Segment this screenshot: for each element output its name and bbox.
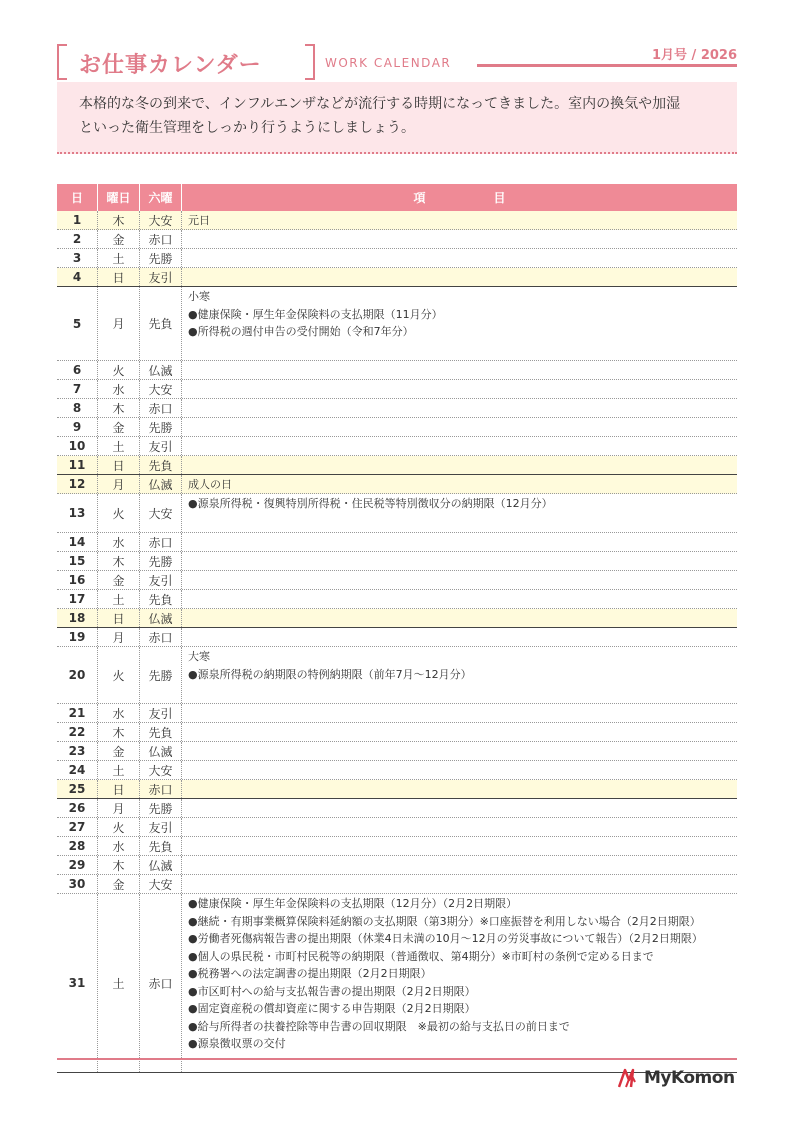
rokuyo: 仏滅 <box>140 856 182 874</box>
day-number: 8 <box>57 399 98 417</box>
rokuyo: 先勝 <box>140 249 182 267</box>
table-header <box>57 184 737 211</box>
issue-label: 1月号 / 2026 <box>651 48 737 63</box>
day-number: 14 <box>57 533 98 551</box>
rokuyo: 先勝 <box>140 552 182 570</box>
weekday: 金 <box>98 571 140 589</box>
table-row <box>57 704 737 723</box>
rokuyo: 赤口 <box>140 399 182 417</box>
day-number: 15 <box>57 552 98 570</box>
header-items: 項 目 <box>413 191 534 205</box>
rokuyo: 赤口 <box>140 894 182 1072</box>
rokuyo: 赤口 <box>140 628 182 646</box>
items-cell <box>182 268 737 286</box>
day-number: 17 <box>57 590 98 608</box>
intro-line: といった衛生管理をしっかり行うようにしましょう。 <box>79 120 415 136</box>
day-number: 5 <box>57 287 98 360</box>
table-row <box>57 609 737 628</box>
day-number: 7 <box>57 380 98 398</box>
rokuyo: 大安 <box>140 875 182 893</box>
rokuyo: 仏滅 <box>140 742 182 760</box>
weekday: 金 <box>98 418 140 436</box>
items-cell <box>182 399 737 417</box>
weekday: 火 <box>98 361 140 379</box>
logo-text: MyKomon <box>644 1068 735 1088</box>
items-cell <box>182 742 737 760</box>
weekday: 月 <box>98 628 140 646</box>
table-row <box>57 723 737 742</box>
rokuyo: 大安 <box>140 211 182 229</box>
weekday: 日 <box>98 609 140 627</box>
day-number: 16 <box>57 571 98 589</box>
weekday: 日 <box>98 456 140 474</box>
rokuyo: 赤口 <box>140 780 182 798</box>
weekday: 水 <box>98 704 140 722</box>
page-title: お仕事カレンダー <box>79 53 262 78</box>
item-text: 小寒 <box>188 290 210 303</box>
items-cell <box>182 418 737 436</box>
table-row <box>57 361 737 380</box>
weekday: 日 <box>98 780 140 798</box>
items-cell <box>182 456 737 474</box>
item-text: ●労働者死傷病報告書の提出期限（休業4日未満の10月～12月の労災事故について報告）（2月2日期限） <box>188 932 703 945</box>
day-number: 21 <box>57 704 98 722</box>
weekday: 月 <box>98 799 140 817</box>
day-number: 4 <box>57 268 98 286</box>
table-row <box>57 894 737 1073</box>
day-number: 30 <box>57 875 98 893</box>
table-row <box>57 571 737 590</box>
table-row <box>57 780 737 799</box>
day-number: 31 <box>57 894 98 1072</box>
rokuyo: 仏滅 <box>140 475 182 493</box>
weekday: 月 <box>98 287 140 360</box>
day-number: 9 <box>57 418 98 436</box>
title-bracket-left <box>57 44 67 80</box>
day-number: 29 <box>57 856 98 874</box>
item-text: ●市区町村への給与支払報告書の提出期限（2月2日期限） <box>188 984 476 998</box>
items-cell <box>182 723 737 741</box>
table-row <box>57 818 737 837</box>
items-cell <box>182 837 737 855</box>
mykomon-logo <box>618 1068 735 1088</box>
header-divider <box>477 64 737 67</box>
items-cell <box>182 287 737 360</box>
intro-box <box>57 82 737 154</box>
rokuyo: 先負 <box>140 723 182 741</box>
table-body <box>57 211 737 1073</box>
day-number: 1 <box>57 211 98 229</box>
weekday: 金 <box>98 742 140 760</box>
day-number: 2 <box>57 230 98 248</box>
day-number: 27 <box>57 818 98 836</box>
item-text: 大寒 <box>188 650 210 663</box>
table-row <box>57 249 737 268</box>
rokuyo: 仏滅 <box>140 361 182 379</box>
intro-line: 本格的な冬の到来で、インフルエンザなどが流行する時期になってきました。室内の換気や加湿 <box>79 96 681 112</box>
table-row <box>57 475 737 494</box>
item-text: ●個人の県民税・市町村民税等の納期限（普通徴収、第4期分）※市町村の条例で定める日まで <box>188 949 654 963</box>
weekday: 日 <box>98 268 140 286</box>
item-text: 成人の日 <box>188 478 232 491</box>
weekday: 金 <box>98 875 140 893</box>
table-row <box>57 856 737 875</box>
weekday: 水 <box>98 533 140 551</box>
day-number: 26 <box>57 799 98 817</box>
day-number: 12 <box>57 475 98 493</box>
item-text: ●源泉徴収票の交付 <box>188 1037 286 1050</box>
weekday: 火 <box>98 647 140 703</box>
day-number: 20 <box>57 647 98 703</box>
table-row <box>57 268 737 287</box>
items-cell <box>182 533 737 551</box>
weekday: 木 <box>98 399 140 417</box>
items-cell <box>182 571 737 589</box>
title-bracket-right <box>305 44 315 80</box>
header-day: 日 <box>57 184 98 211</box>
weekday: 火 <box>98 494 140 532</box>
rokuyo: 先負 <box>140 456 182 474</box>
item-text: ●健康保険・厚生年金保険料の支払期限（11月分） <box>188 307 443 321</box>
items-cell <box>182 761 737 779</box>
table-row <box>57 761 737 780</box>
items-cell <box>182 647 737 703</box>
table-row <box>57 647 737 704</box>
table-row <box>57 590 737 609</box>
weekday: 火 <box>98 818 140 836</box>
rokuyo: 先負 <box>140 837 182 855</box>
item-text: ●固定資産税の償却資産に関する申告期限（2月2日期限） <box>188 1002 476 1015</box>
table-row <box>57 456 737 475</box>
item-text: ●源泉所得税・復興特別所得税・住民税等特別徴収分の納期限（12月分） <box>188 497 553 510</box>
rokuyo: 先負 <box>140 287 182 360</box>
rokuyo: 友引 <box>140 704 182 722</box>
table-row <box>57 418 737 437</box>
header-weekday: 曜日 <box>98 184 140 211</box>
item-text: ●継続・有期事業概算保険料延納額の支払期限（第3期分）※口座振替を利用しない場合（2月2日期限） <box>188 914 701 928</box>
day-number: 24 <box>57 761 98 779</box>
table-row <box>57 799 737 818</box>
weekday: 金 <box>98 230 140 248</box>
items-cell <box>182 380 737 398</box>
item-text: ●税務署への法定調書の提出期限（2月2日期限） <box>188 967 432 980</box>
items-cell <box>182 475 737 493</box>
day-number: 18 <box>57 609 98 627</box>
table-row <box>57 494 737 533</box>
weekday: 土 <box>98 894 140 1072</box>
weekday: 土 <box>98 437 140 455</box>
rokuyo: 友引 <box>140 268 182 286</box>
rokuyo: 先負 <box>140 590 182 608</box>
calendar-table <box>57 184 737 1073</box>
rokuyo: 大安 <box>140 380 182 398</box>
rokuyo: 赤口 <box>140 533 182 551</box>
day-number: 11 <box>57 456 98 474</box>
rokuyo: 大安 <box>140 494 182 532</box>
items-cell <box>182 361 737 379</box>
day-number: 23 <box>57 742 98 760</box>
day-number: 3 <box>57 249 98 267</box>
table-row <box>57 380 737 399</box>
rokuyo: 先勝 <box>140 647 182 703</box>
rokuyo: 大安 <box>140 761 182 779</box>
rokuyo: 先勝 <box>140 418 182 436</box>
item-text: ●源泉所得税の納期限の特例納期限（前年7月～12月分） <box>188 667 472 681</box>
weekday: 土 <box>98 590 140 608</box>
items-cell <box>182 494 737 532</box>
rokuyo: 仏滅 <box>140 609 182 627</box>
day-number: 10 <box>57 437 98 455</box>
day-number: 19 <box>57 628 98 646</box>
items-cell <box>182 856 737 874</box>
rokuyo: 先勝 <box>140 799 182 817</box>
items-cell <box>182 780 737 798</box>
mykomon-logo-icon <box>618 1068 642 1088</box>
day-number: 13 <box>57 494 98 532</box>
items-cell <box>182 799 737 817</box>
rokuyo: 赤口 <box>140 230 182 248</box>
table-row <box>57 287 737 361</box>
weekday: 月 <box>98 475 140 493</box>
items-cell <box>182 875 737 893</box>
weekday: 木 <box>98 723 140 741</box>
table-row <box>57 533 737 552</box>
table-row <box>57 437 737 456</box>
items-cell <box>182 704 737 722</box>
header-rokuyo: 六曜 <box>140 184 182 211</box>
items-cell <box>182 211 737 229</box>
items-cell <box>182 552 737 570</box>
page-header <box>57 44 737 84</box>
weekday: 土 <box>98 761 140 779</box>
day-number: 22 <box>57 723 98 741</box>
rokuyo: 友引 <box>140 571 182 589</box>
page-subtitle: WORK CALENDAR <box>325 56 452 70</box>
items-cell <box>182 249 737 267</box>
weekday: 水 <box>98 837 140 855</box>
footer-divider <box>57 1058 737 1060</box>
day-number: 6 <box>57 361 98 379</box>
item-text: ●給与所得者の扶養控除等申告書の回収期限 ※最初の給与支払日の前日まで <box>188 1019 570 1033</box>
table-row <box>57 399 737 418</box>
weekday: 木 <box>98 856 140 874</box>
items-cell <box>182 437 737 455</box>
table-row <box>57 837 737 856</box>
table-row <box>57 552 737 571</box>
item-text: 元日 <box>188 214 210 227</box>
day-number: 25 <box>57 780 98 798</box>
weekday: 木 <box>98 552 140 570</box>
weekday: 木 <box>98 211 140 229</box>
items-cell <box>182 230 737 248</box>
items-cell <box>182 818 737 836</box>
day-number: 28 <box>57 837 98 855</box>
table-row <box>57 230 737 249</box>
table-row <box>57 628 737 647</box>
table-row <box>57 875 737 894</box>
table-row <box>57 211 737 230</box>
items-cell <box>182 628 737 646</box>
item-text: ●健康保険・厚生年金保険料の支払期限（12月分）（2月2日期限） <box>188 897 518 910</box>
table-row <box>57 742 737 761</box>
items-cell <box>182 894 737 1072</box>
item-text: ●所得税の週付申告の受付開始（令和7年分） <box>188 325 414 338</box>
items-cell <box>182 609 737 627</box>
rokuyo: 友引 <box>140 437 182 455</box>
items-cell <box>182 590 737 608</box>
rokuyo: 友引 <box>140 818 182 836</box>
weekday: 水 <box>98 380 140 398</box>
weekday: 土 <box>98 249 140 267</box>
